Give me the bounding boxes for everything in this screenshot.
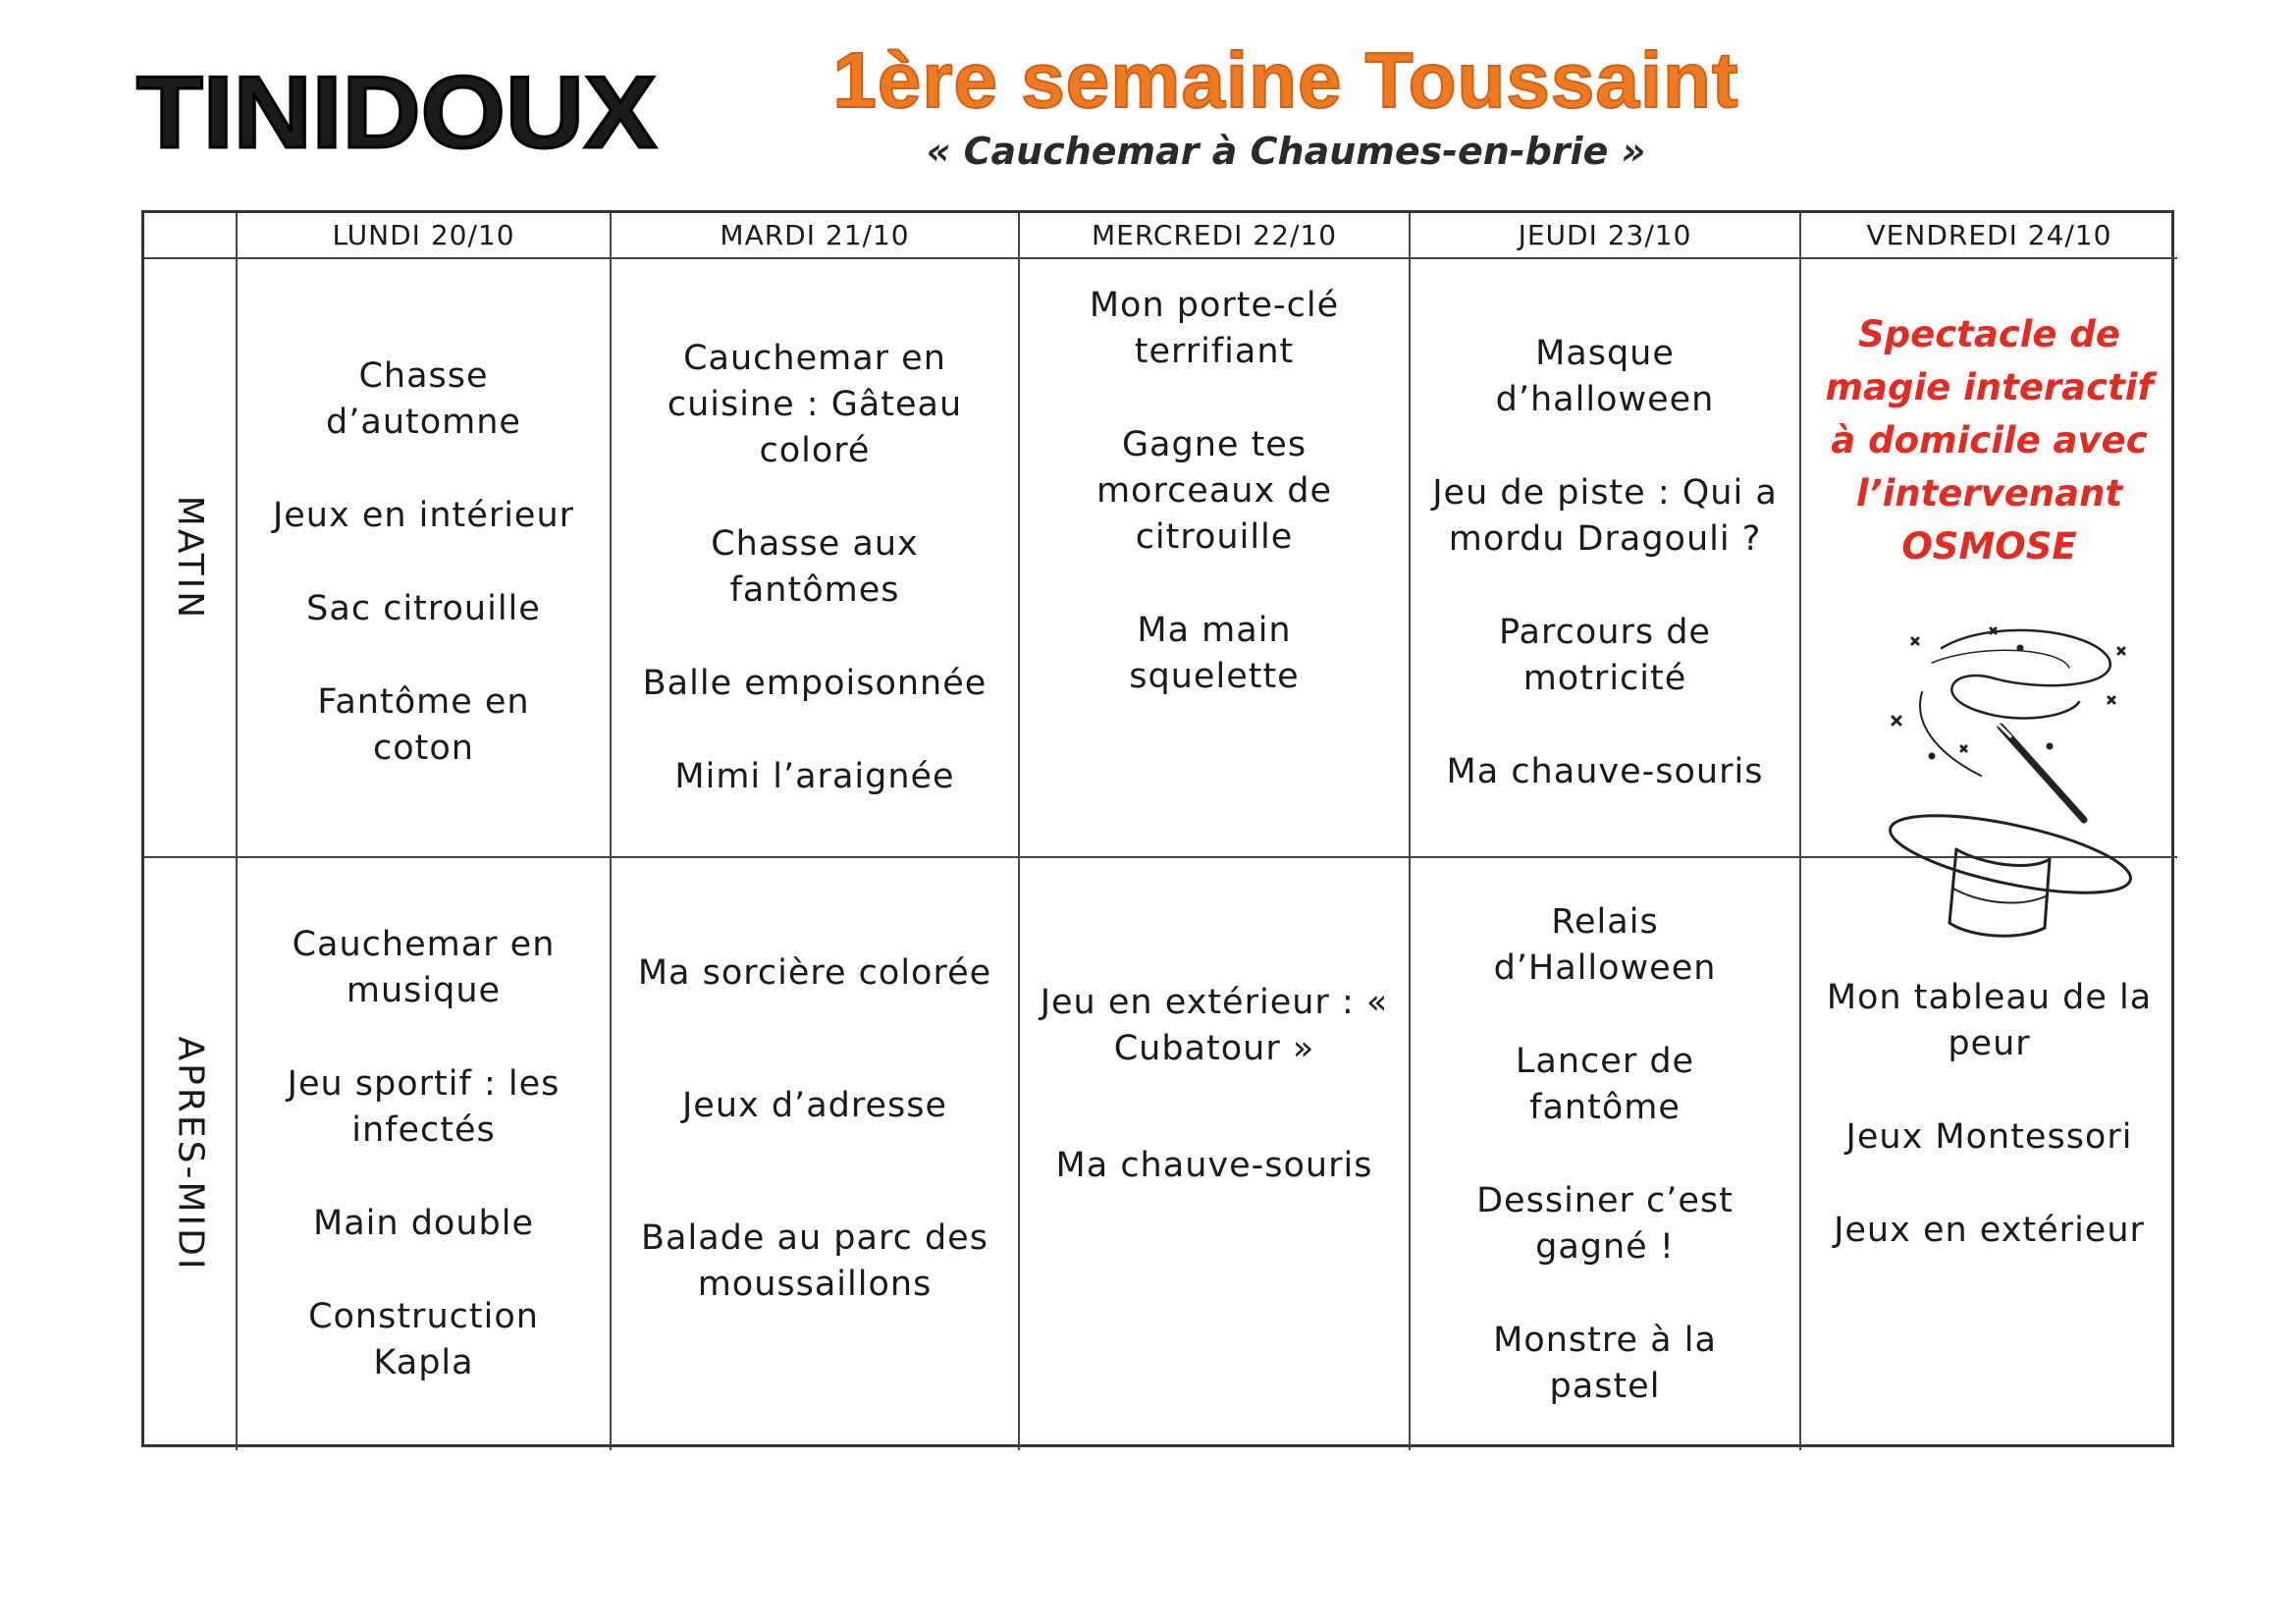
activity-cell — [612, 858, 1020, 1450]
activity: Mon tableau de la peur — [1826, 978, 2153, 1063]
activity-cell — [1411, 259, 1801, 858]
activity: Gagne tes morceaux de citrouille — [1095, 425, 1333, 557]
activity: Dessiner c’est gagné ! — [1476, 1180, 1734, 1267]
logo — [133, 51, 663, 167]
corner-cell — [144, 213, 238, 259]
activity: Chasse aux fantômes — [711, 523, 919, 610]
day-header: MARDI 21/10 — [612, 213, 1020, 259]
activity: Masque d’halloween — [1495, 333, 1715, 419]
page-title: 1ère semaine Toussaint — [832, 36, 1739, 124]
activity: Ma main squelette — [1129, 611, 1300, 696]
activity: Ma sorcière colorée — [637, 953, 992, 993]
activity: Balle empoisonnée — [642, 663, 988, 703]
activity-cell — [238, 259, 612, 858]
row-label-apres-midi — [144, 858, 238, 1450]
special-event: Spectacle de magie interactif à domicile avec l’intervenant OSMOSE — [1825, 313, 2154, 568]
activity: Fantôme en coton — [317, 682, 530, 768]
activity-cell — [612, 259, 1020, 858]
day-header: VENDREDI 24/10 — [1801, 213, 2177, 259]
page-subtitle: « Cauchemar à Chaumes-en-brie » — [926, 130, 1646, 173]
activity: Mon porte-clé terrifiant — [1089, 286, 1340, 371]
activity: Jeu sportif : les infectés — [287, 1064, 561, 1150]
activity-cell — [1801, 858, 2177, 1450]
activity: Jeux en extérieur — [1834, 1211, 2145, 1250]
activity: Lancer de fantôme — [1515, 1041, 1695, 1127]
activity-cell — [238, 858, 612, 1450]
logo-text: TINIDOUX — [136, 56, 657, 167]
activity: Jeu de piste : Qui a mordu Dragouli ? — [1432, 472, 1778, 559]
activity: Jeux Montessori — [1845, 1117, 2133, 1157]
row-label-text: APRES-MIDI — [170, 1036, 211, 1272]
schedule-table — [141, 210, 2174, 1447]
day-header: JEUDI 23/10 — [1411, 213, 1801, 259]
activity: Mimi l’araignée — [674, 756, 955, 796]
magic-hat-illustration — [1873, 609, 2148, 943]
activity: Chasse d’automne — [326, 356, 521, 442]
activity-cell — [1411, 858, 1801, 1450]
activity: Jeux en intérieur — [272, 496, 575, 535]
activity: Parcours de motricité — [1499, 612, 1711, 698]
activity: Jeux d’adresse — [681, 1086, 948, 1125]
day-header: LUNDI 20/10 — [238, 213, 612, 259]
activity: Ma chauve-souris — [1446, 751, 1764, 791]
activity-cell — [1020, 259, 1411, 858]
activity-cell — [1020, 858, 1411, 1450]
day-header: MERCREDI 22/10 — [1020, 213, 1411, 259]
activity: Main double — [313, 1204, 534, 1243]
activity: Jeu en extérieur : « Cubatour » — [1040, 983, 1389, 1068]
activity: Monstre à la pastel — [1493, 1320, 1717, 1406]
activity: Relais d’Halloween — [1493, 901, 1717, 988]
activity: Balade au parc des moussaillons — [641, 1218, 988, 1304]
row-label-text: MATIN — [170, 495, 210, 621]
activity: Cauchemar en musique — [292, 925, 556, 1010]
row-label-matin — [144, 259, 238, 858]
activity: Sac citrouille — [306, 589, 541, 628]
activity: Construction Kapla — [308, 1297, 539, 1382]
activity: Ma chauve-souris — [1055, 1146, 1373, 1185]
activity: Cauchemar en cuisine : Gâteau coloré — [667, 338, 963, 470]
